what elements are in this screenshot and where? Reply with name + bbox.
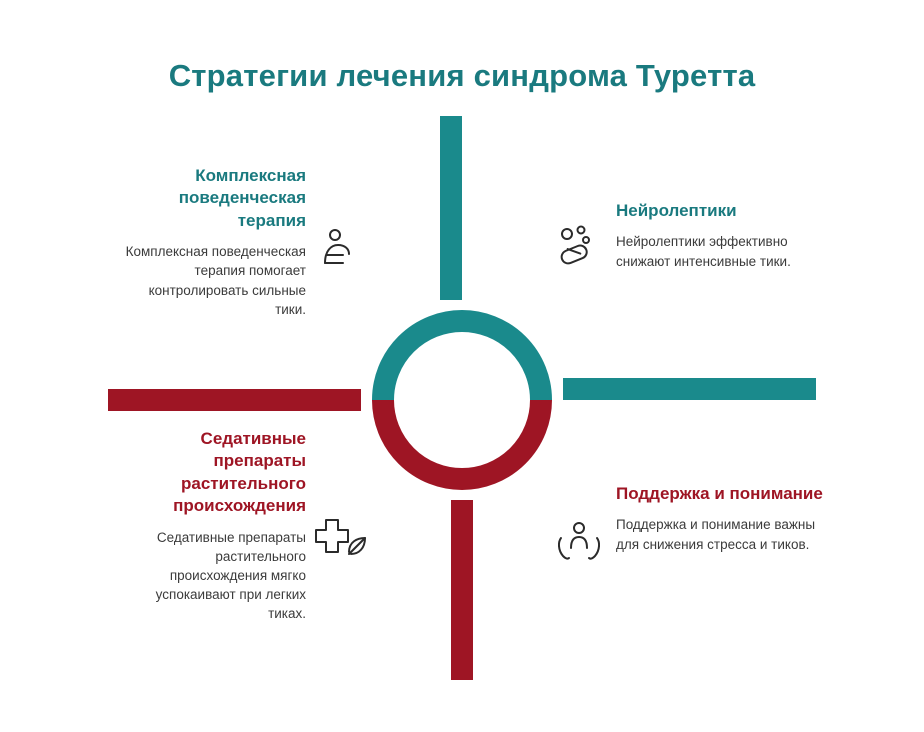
ring-arc-bottom-left (383, 400, 462, 479)
quadrant-support-heading: Поддержка и понимание (616, 484, 823, 503)
pills-icon (553, 222, 605, 274)
quadrant-sedatives-body: Седативные препараты растительного происхождения мягко успокаивают при легких тиках. (155, 529, 306, 622)
quadrant-sedatives-heading: Седативные препараты растительного происхождения (173, 429, 306, 516)
page-title: Стратегии лечения синдрома Туретта (168, 58, 756, 93)
hands-person-icon (553, 518, 605, 570)
medical-cross-leaf-icon (313, 512, 365, 564)
quadrant-neuroleptics (616, 200, 831, 271)
ring-arc-top-left (383, 321, 462, 400)
ring-arc-top-right (462, 321, 541, 400)
quadrant-neuroleptics-heading: Нейролептики (616, 201, 737, 220)
quadrant-neuroleptics-body: Нейролептики эффективно снижают интенсивные тики. (616, 234, 791, 269)
quadrant-support-body: Поддержка и понимание важны для снижения стресса и тиков. (616, 517, 816, 552)
person-head-icon (313, 225, 365, 277)
quadrant-support (616, 483, 831, 554)
ring-arc-bottom-right (462, 400, 541, 479)
quadrant-cbt (118, 165, 306, 319)
quadrant-cbt-heading: Комплексная поведенческая терапия (178, 166, 306, 230)
quadrant-sedatives (118, 428, 306, 624)
quadrant-cbt-body: Комплексная поведенческая терапия помогает контролировать сильные тики. (125, 244, 306, 317)
